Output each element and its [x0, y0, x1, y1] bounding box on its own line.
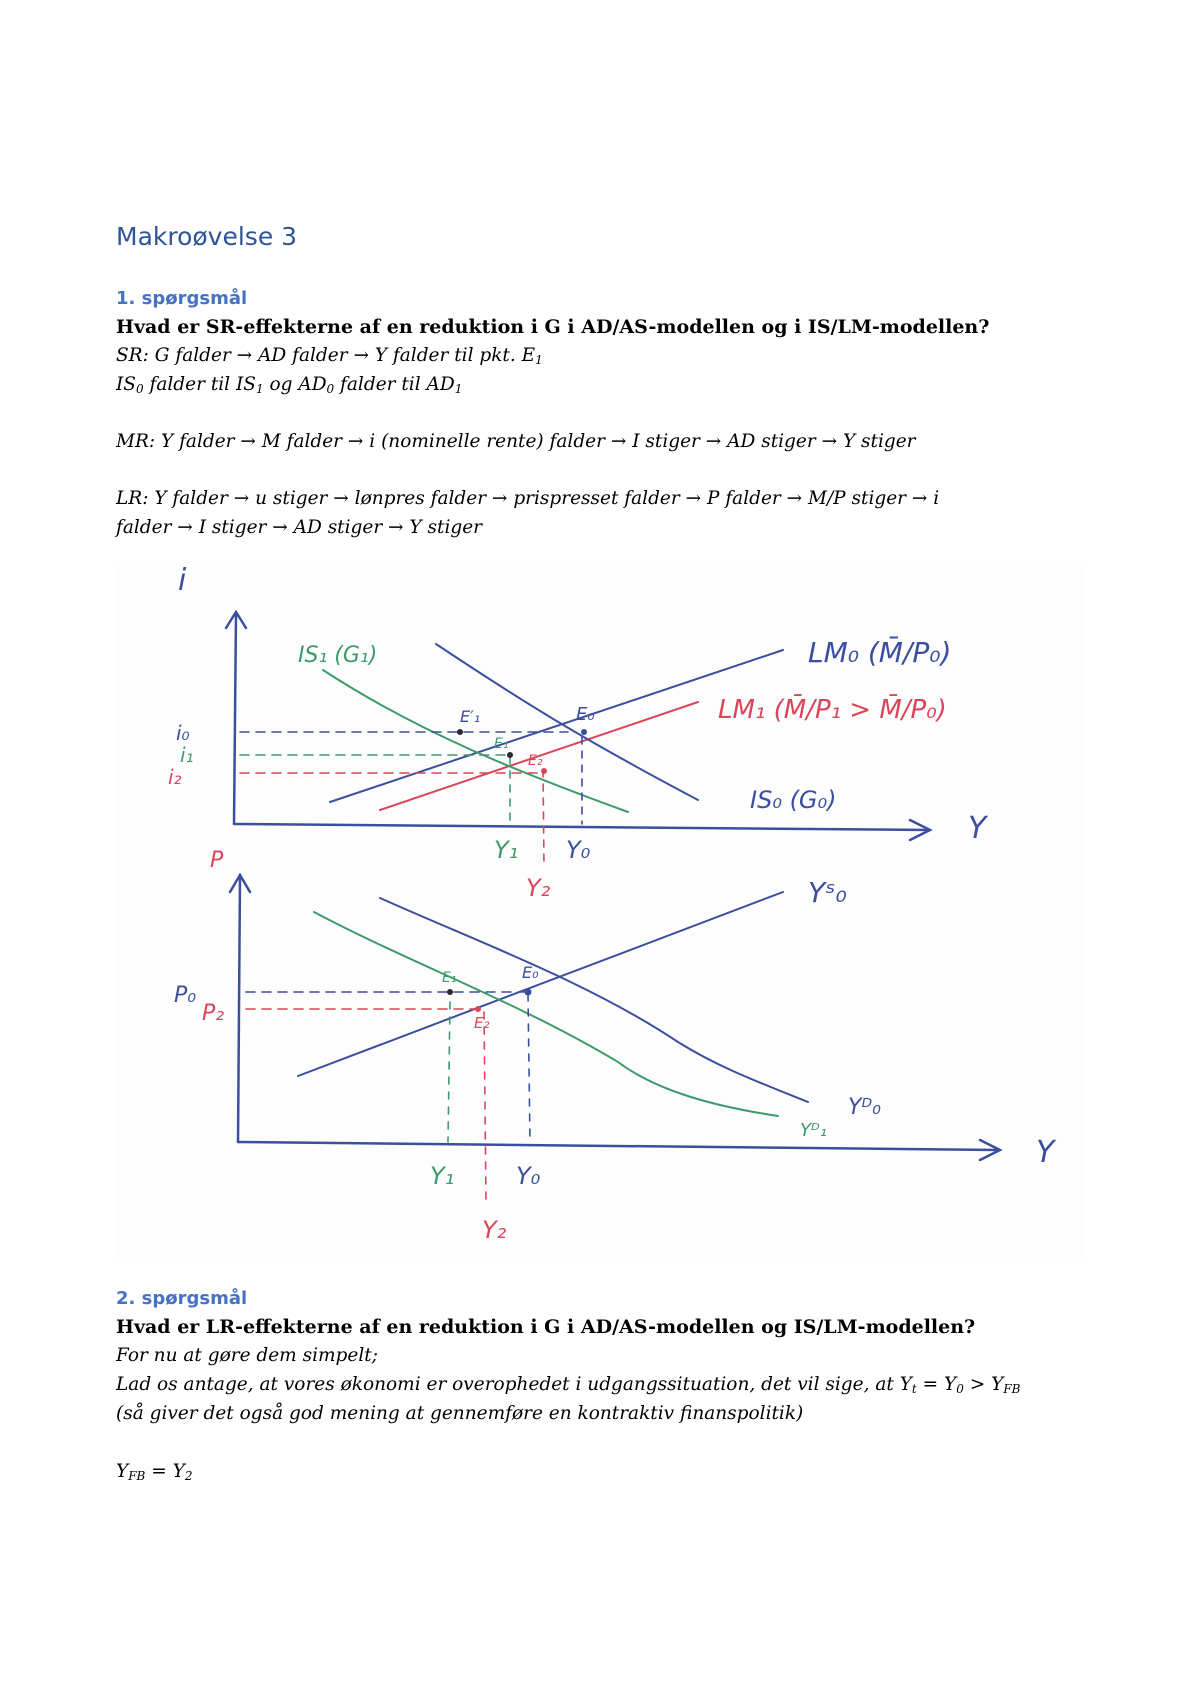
question-2-heading: 2. spørgsmål — [116, 1288, 248, 1309]
adas-y-label: P — [210, 848, 224, 873]
q2-part: = Y — [916, 1374, 957, 1395]
e0-label: E₀ — [576, 704, 595, 725]
e1-point — [507, 752, 513, 758]
y1-label: Y₁ — [494, 836, 519, 864]
is-sub: 0 — [326, 382, 335, 396]
q2-part: Lad os antage, at vores økonomi er overophedet i udgangssituation, det vil sige, at Y — [116, 1374, 912, 1395]
adas-y2-label: Y₂ — [482, 1216, 507, 1244]
is-line — [116, 374, 462, 396]
q2-line-3: (så giver det også god mening at gennemføre en kontraktiv finanspolitik) — [116, 1403, 804, 1424]
page-title: Makroøvelse 3 — [116, 222, 298, 251]
adas-e1-label: E₁ — [442, 970, 457, 986]
i0-label: i₀ — [176, 721, 190, 745]
is-sub: 1 — [255, 382, 264, 396]
e0-point — [581, 729, 587, 735]
q2-line-2 — [116, 1374, 1021, 1396]
is0-label: IS₀ (G₀) — [750, 786, 837, 814]
y2-label: Y₂ — [526, 874, 551, 902]
adas-x-label: Y — [1036, 1135, 1055, 1170]
e1-label: E₁ — [494, 736, 509, 752]
p0-label: P₀ — [174, 983, 197, 1008]
e1-prime-label: E′₁ — [460, 707, 481, 726]
hand-drawn-figure — [118, 562, 1086, 1262]
ys0-label: Yˢ₀ — [808, 876, 847, 909]
e1-prime-point — [457, 729, 463, 735]
yd0-label: Yᴰ₀ — [848, 1095, 881, 1120]
q2-line-1: For nu at gøre dem simpelt; — [116, 1345, 378, 1366]
lm0-label: LM₀ (M̄/P₀) — [808, 636, 952, 669]
q2-equation — [116, 1461, 193, 1483]
lr-line-2: falder → I stiger → AD stiger → Y stiger — [116, 517, 483, 538]
eq-part: Y — [116, 1461, 129, 1482]
q2-part: > Y — [963, 1374, 1004, 1395]
is-sub: 0 — [135, 382, 144, 396]
islm-y-label: i — [178, 563, 187, 598]
mr-line: MR: Y falder → M falder → i (nominelle rente) falder → I stiger → AD stiger → Y stiger — [116, 431, 916, 452]
question-2-text: Hvad er LR-effekterne af en reduktion i G i AD/AS-modellen og IS/LM-modellen? — [116, 1316, 976, 1338]
i2-label: i₂ — [168, 765, 182, 789]
eq-sub: FB — [128, 1469, 146, 1483]
lr-line-1: LR: Y falder → u stiger → lønpres falder → prispresset falder → P falder → M/P stiger → i — [116, 488, 940, 509]
sr-line-text: SR: G falder → AD falder → Y falder til pkt. E — [116, 345, 536, 366]
sr-line-sub: 1 — [535, 353, 543, 367]
is1-label: IS₁ (G₁) — [298, 643, 378, 668]
q2-sub: FB — [1003, 1382, 1021, 1396]
adas-e0-label: E₀ — [522, 963, 539, 982]
is-part: falder til AD — [334, 374, 455, 395]
p2-label: P₂ — [202, 1001, 225, 1026]
adas-e2-point — [475, 1006, 481, 1012]
e2-label: E₂ — [528, 753, 543, 769]
question-1-text: Hvad er SR-effekterne af en reduktion i G i AD/AS-modellen og i IS/LM-modellen? — [116, 316, 990, 338]
adas-e1-point — [447, 989, 453, 995]
adas-e0-point — [525, 989, 532, 996]
adas-e2-label: E₂ — [474, 1014, 490, 1032]
yd1-label: Yᴰ₁ — [800, 1120, 827, 1141]
lm1-label: LM₁ (M̄/P₁ > M̄/P₀) — [718, 695, 947, 725]
adas-y1-label: Y₁ — [430, 1162, 455, 1190]
i1-label: i₁ — [180, 743, 194, 767]
y0-label: Y₀ — [566, 836, 591, 864]
q2-sub: t — [911, 1382, 917, 1396]
adas-y0-label: Y₀ — [516, 1162, 541, 1190]
q2-sub: 0 — [956, 1382, 964, 1396]
islm-x-label: Y — [968, 811, 987, 846]
question-1-heading: 1. spørgsmål — [116, 288, 248, 309]
is-part: og AD — [263, 374, 327, 395]
sr-line — [116, 345, 543, 367]
eq-sub: 2 — [184, 1469, 193, 1483]
is-sub: 1 — [454, 382, 463, 396]
eq-part: = Y — [145, 1461, 185, 1482]
is-part: IS — [116, 374, 136, 395]
is-part: falder til IS — [143, 374, 256, 395]
